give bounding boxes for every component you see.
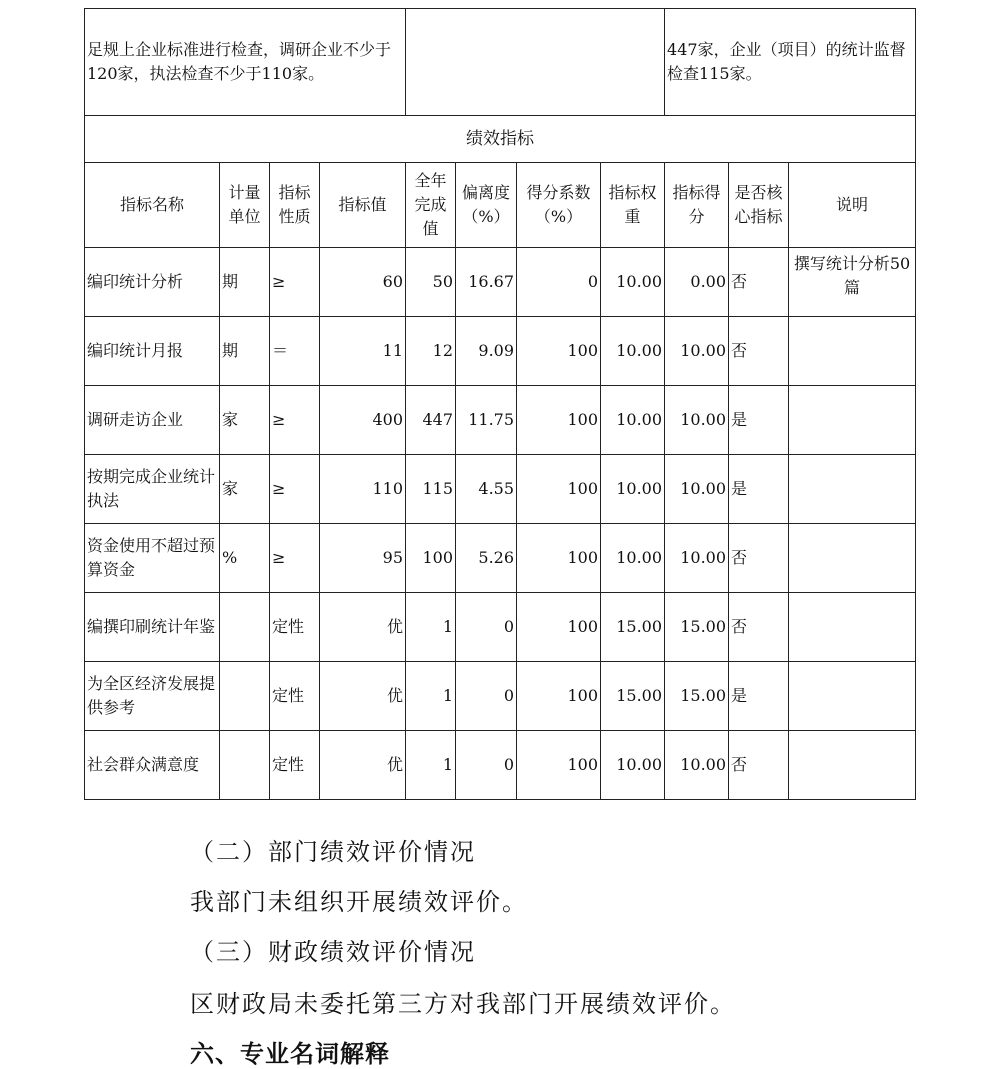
- core-indicator-cell: 否: [729, 731, 789, 800]
- header-cell: 指标值: [320, 163, 406, 248]
- table-row: [85, 455, 916, 524]
- score-cell: 10.00: [665, 455, 729, 524]
- finance-eval-text: 区财政局未委托第三方对我部门开展绩效评价。: [190, 990, 736, 1018]
- score-coef-cell: 100: [517, 386, 601, 455]
- core-indicator-cell: 否: [729, 593, 789, 662]
- nature-cell: 定性: [270, 593, 320, 662]
- target-value-cell: 60: [320, 248, 406, 317]
- header-cell: 得分系数（%）: [517, 163, 601, 248]
- note-cell: 撰写统计分析50篇: [789, 248, 916, 317]
- note-cell: [789, 731, 916, 800]
- unit-cell: [220, 662, 270, 731]
- header-cell: 是否核心指标: [729, 163, 789, 248]
- weight-cell: 10.00: [601, 731, 665, 800]
- note-cell: [789, 386, 916, 455]
- deviation-cell: 5.26: [456, 524, 517, 593]
- deviation-cell: 16.67: [456, 248, 517, 317]
- actual-value-cell: 100: [406, 524, 456, 593]
- target-value-cell: 95: [320, 524, 406, 593]
- deviation-cell: 9.09: [456, 317, 517, 386]
- indicator-name-cell: 社会群众满意度: [85, 731, 220, 800]
- score-cell: 10.00: [665, 731, 729, 800]
- score-cell: 15.00: [665, 593, 729, 662]
- weight-cell: 10.00: [601, 386, 665, 455]
- target-value-cell: 优: [320, 593, 406, 662]
- nature-cell: ≥: [270, 455, 320, 524]
- weight-cell: 10.00: [601, 455, 665, 524]
- table-row: [85, 662, 916, 731]
- nature-cell: ＝: [270, 317, 320, 386]
- indicator-name-cell: 编印统计月报: [85, 317, 220, 386]
- score-coef-cell: 0: [517, 248, 601, 317]
- core-indicator-cell: 是: [729, 662, 789, 731]
- section-title: 绩效指标: [85, 116, 916, 163]
- note-cell: [789, 593, 916, 662]
- deviation-cell: 0: [456, 662, 517, 731]
- header-cell: 指标性质: [270, 163, 320, 248]
- indicator-name-cell: 调研走访企业: [85, 386, 220, 455]
- note-cell: [789, 317, 916, 386]
- header-cell: 指标得分: [665, 163, 729, 248]
- header-row: [85, 163, 916, 248]
- unit-cell: 期: [220, 248, 270, 317]
- header-cell: 指标名称: [85, 163, 220, 248]
- core-indicator-cell: 否: [729, 248, 789, 317]
- header-cell: 指标权重: [601, 163, 665, 248]
- score-cell: 10.00: [665, 386, 729, 455]
- dept-eval-text: 我部门未组织开展绩效评价。: [190, 888, 528, 916]
- note-cell: [789, 662, 916, 731]
- deviation-cell: 11.75: [456, 386, 517, 455]
- unit-cell: [220, 593, 270, 662]
- target-value-cell: 400: [320, 386, 406, 455]
- core-indicator-cell: 是: [729, 386, 789, 455]
- deviation-cell: 0: [456, 731, 517, 800]
- weight-cell: 15.00: [601, 662, 665, 731]
- score-cell: 10.00: [665, 524, 729, 593]
- dept-eval-heading: （二）部门绩效评价情况: [190, 838, 476, 866]
- nature-cell: ≥: [270, 248, 320, 317]
- target-value-cell: 优: [320, 731, 406, 800]
- core-indicator-cell: 否: [729, 317, 789, 386]
- header-cell: 说明: [789, 163, 916, 248]
- carryover-middle-cell: [406, 9, 665, 116]
- indicator-name-cell: 资金使用不超过预算资金: [85, 524, 220, 593]
- nature-cell: 定性: [270, 662, 320, 731]
- header-cell: 全年完成值: [406, 163, 456, 248]
- actual-value-cell: 1: [406, 662, 456, 731]
- target-value-cell: 11: [320, 317, 406, 386]
- header-cell: 偏离度（%）: [456, 163, 517, 248]
- unit-cell: 家: [220, 386, 270, 455]
- header-cell: 计量单位: [220, 163, 270, 248]
- score-coef-cell: 100: [517, 524, 601, 593]
- score-coef-cell: 100: [517, 455, 601, 524]
- carryover-right-cell: 447家，企业（项目）的统计监督检查115家。: [665, 9, 916, 116]
- weight-cell: 15.00: [601, 593, 665, 662]
- actual-value-cell: 115: [406, 455, 456, 524]
- indicator-name-cell: 按期完成企业统计执法: [85, 455, 220, 524]
- indicator-name-cell: 编印统计分析: [85, 248, 220, 317]
- actual-value-cell: 1: [406, 593, 456, 662]
- score-coef-cell: 100: [517, 662, 601, 731]
- core-indicator-cell: 是: [729, 455, 789, 524]
- unit-cell: 期: [220, 317, 270, 386]
- score-coef-cell: 100: [517, 317, 601, 386]
- table-row: [85, 386, 916, 455]
- carryover-row: [85, 9, 916, 116]
- target-value-cell: 优: [320, 662, 406, 731]
- note-cell: [789, 455, 916, 524]
- weight-cell: 10.00: [601, 317, 665, 386]
- table-body: [85, 248, 916, 800]
- actual-value-cell: 12: [406, 317, 456, 386]
- finance-eval-heading: （三）财政绩效评价情况: [190, 938, 476, 966]
- score-cell: 0.00: [665, 248, 729, 317]
- glossary-heading: 六、专业名词解释: [190, 1040, 390, 1068]
- nature-cell: ≥: [270, 524, 320, 593]
- actual-value-cell: 50: [406, 248, 456, 317]
- actual-value-cell: 1: [406, 731, 456, 800]
- section-title-row: [85, 116, 916, 163]
- target-value-cell: 110: [320, 455, 406, 524]
- unit-cell: [220, 731, 270, 800]
- performance-table: [84, 8, 916, 800]
- nature-cell: ≥: [270, 386, 320, 455]
- deviation-cell: 0: [456, 593, 517, 662]
- indicator-name-cell: 为全区经济发展提供参考: [85, 662, 220, 731]
- score-cell: 15.00: [665, 662, 729, 731]
- unit-cell: 家: [220, 455, 270, 524]
- nature-cell: 定性: [270, 731, 320, 800]
- weight-cell: 10.00: [601, 248, 665, 317]
- note-cell: [789, 524, 916, 593]
- actual-value-cell: 447: [406, 386, 456, 455]
- table-row: [85, 731, 916, 800]
- carryover-left-cell: 足规上企业标准进行检查，调研企业不少于120家，执法检查不少于110家。: [85, 9, 406, 116]
- score-cell: 10.00: [665, 317, 729, 386]
- table-row: [85, 248, 916, 317]
- indicator-name-cell: 编撰印刷统计年鉴: [85, 593, 220, 662]
- table-row: [85, 524, 916, 593]
- core-indicator-cell: 否: [729, 524, 789, 593]
- score-coef-cell: 100: [517, 593, 601, 662]
- weight-cell: 10.00: [601, 524, 665, 593]
- table-row: [85, 593, 916, 662]
- score-coef-cell: 100: [517, 731, 601, 800]
- unit-cell: %: [220, 524, 270, 593]
- table-row: [85, 317, 916, 386]
- deviation-cell: 4.55: [456, 455, 517, 524]
